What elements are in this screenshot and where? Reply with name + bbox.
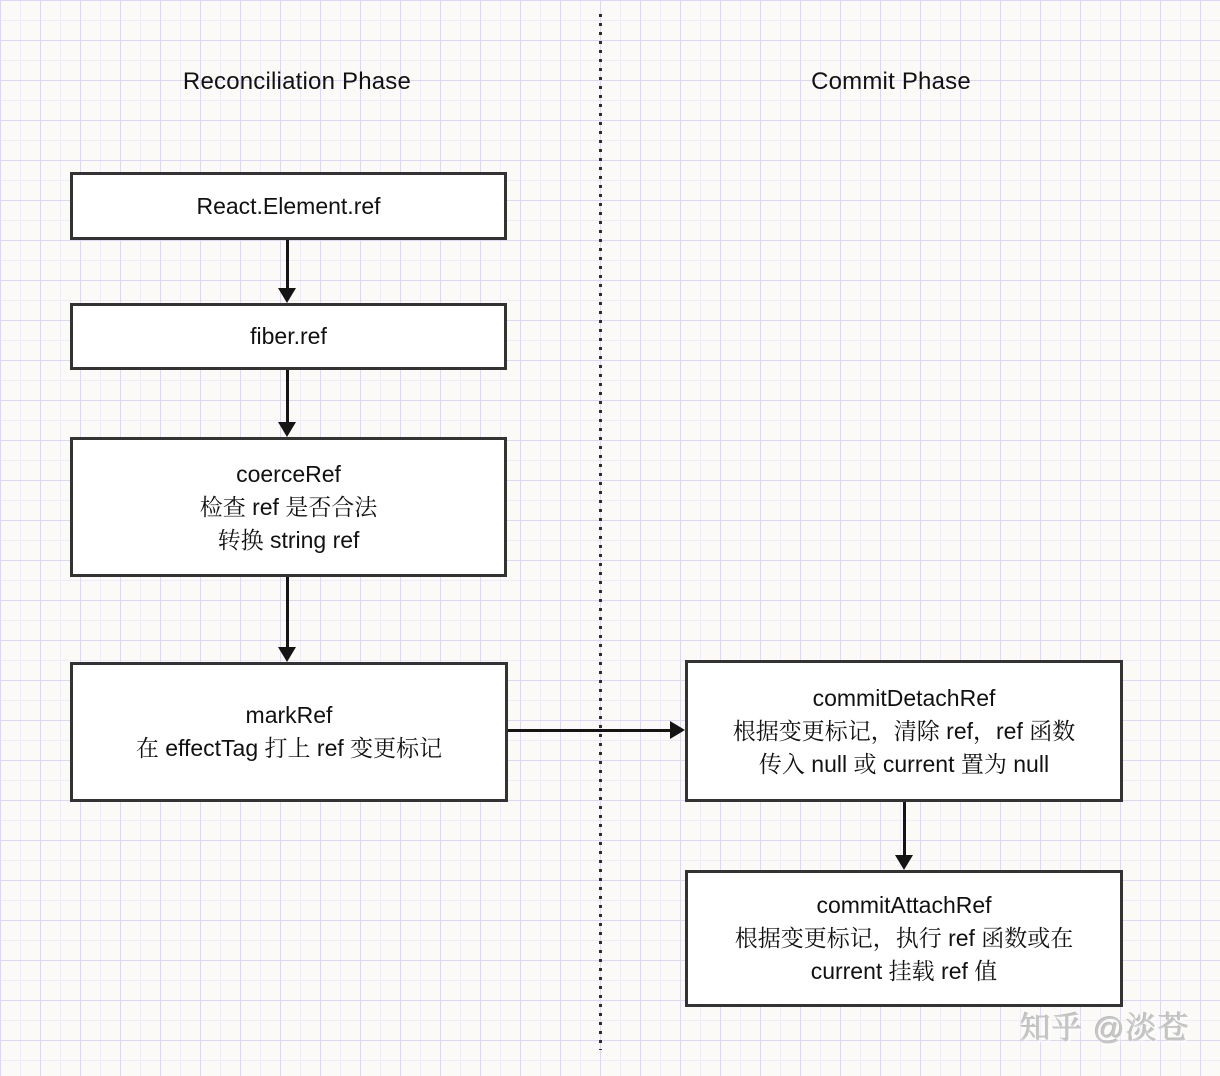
arrow-down-icon bbox=[278, 422, 296, 437]
node-description-line: 检查 ref 是否合法 bbox=[199, 493, 378, 520]
watermark-zhihu: 知乎 @淡苍 bbox=[1019, 1011, 1190, 1046]
node-fiber-ref bbox=[70, 303, 507, 370]
node-description-line: 根据变更标记，执行 ref 函数或在 bbox=[734, 925, 1074, 951]
node-commit-attach-ref bbox=[685, 870, 1123, 1007]
arrow-fiber-to-coerce-line bbox=[286, 370, 289, 423]
node-description-line: 传入 null 或 current 置为 null bbox=[758, 750, 1050, 777]
node-description-line: current 挂载 ref 值 bbox=[810, 958, 998, 984]
node-coerce-ref bbox=[70, 437, 507, 577]
arrow-down-icon bbox=[278, 647, 296, 662]
node-mark-ref bbox=[70, 662, 508, 802]
phase-header-commit: Commit Phase bbox=[811, 68, 971, 95]
arrow-mark-to-detach-line bbox=[508, 729, 672, 732]
node-label: coerceRef bbox=[236, 460, 341, 487]
arrow-detach-to-attach-line bbox=[903, 802, 906, 856]
node-label: fiber.ref bbox=[250, 323, 327, 349]
node-label: commitAttachRef bbox=[816, 892, 992, 918]
arrow-right-icon bbox=[670, 721, 685, 739]
node-commit-detach-ref bbox=[685, 660, 1123, 802]
node-react-element-ref bbox=[70, 172, 507, 240]
arrow-down-icon bbox=[895, 855, 913, 870]
node-label: markRef bbox=[245, 702, 333, 728]
phase-header-reconciliation: Reconciliation Phase bbox=[182, 68, 412, 95]
node-label: React.Element.ref bbox=[196, 192, 381, 219]
arrow-react-to-fiber-line bbox=[286, 240, 289, 290]
node-label: commitDetachRef bbox=[812, 684, 996, 711]
arrow-coerce-to-mark-line bbox=[286, 577, 289, 648]
arrow-down-icon bbox=[278, 288, 296, 303]
node-description-line: 根据变更标记，清除 ref，ref 函数 bbox=[732, 717, 1076, 744]
phase-divider-dotted-line bbox=[599, 14, 602, 1050]
node-description-line: 转换 string ref bbox=[217, 526, 360, 553]
node-description-line: 在 effectTag 打上 ref 变更标记 bbox=[135, 735, 443, 761]
